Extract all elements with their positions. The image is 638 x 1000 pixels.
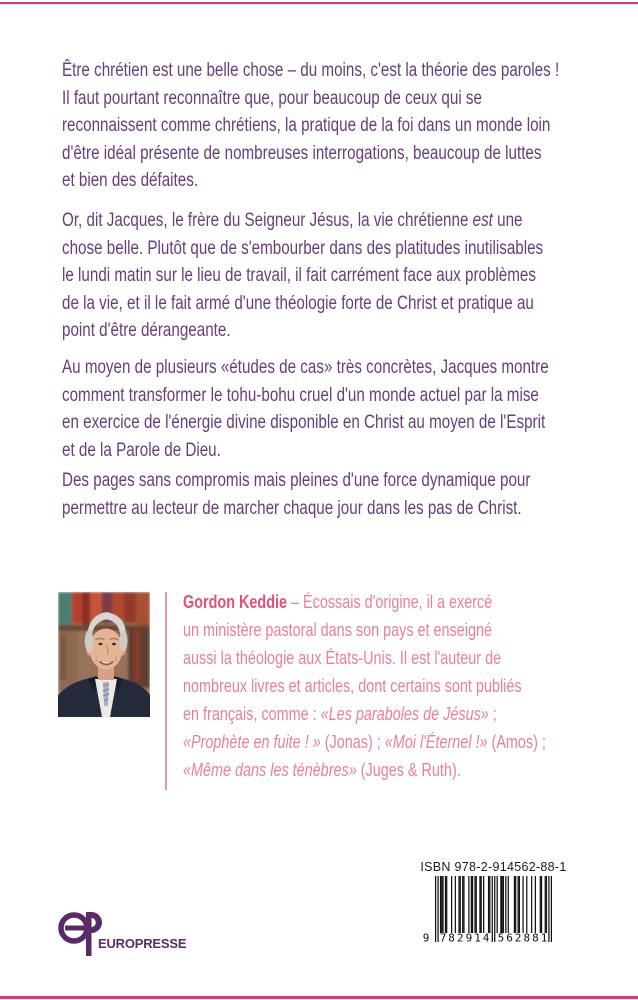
svg-text:8: 8: [523, 931, 531, 944]
ep-monogram-icon: [58, 911, 102, 957]
synopsis-paragraph: Or, dit Jacques, le frère du Seigneur Jésus, la vie chrétienne est une chose belle. Plutôt que de s'embourber dans des platitudes inutilisables le lundi matin sur le lieu de travail, il fait carrément face aux problèmes de la vie, et il le fait armé d'une théologie forte de Christ et pratique au point d'être dérangeante.: [62, 210, 544, 341]
svg-text:2: 2: [456, 931, 464, 944]
bottom-rule: [0, 996, 638, 999]
svg-text:9: 9: [465, 931, 473, 944]
author-photo-image: [58, 592, 150, 717]
publisher-logo: [58, 911, 208, 959]
svg-text:5: 5: [497, 931, 505, 944]
svg-text:2: 2: [514, 931, 522, 944]
author-photo: [58, 592, 150, 717]
synopsis-paragraph: Des pages sans compromis mais pleines d'une force dynamique pour permettre au lecteur de marcher chaque jour dans les pas de Christ.: [62, 470, 531, 519]
svg-text:8: 8: [448, 931, 455, 944]
ean-barcode: [417, 876, 577, 944]
svg-text:7: 7: [439, 931, 447, 944]
publisher-name: EUROPRESSE: [98, 936, 187, 951]
svg-text:1: 1: [540, 931, 548, 944]
synopsis-paragraph: Au moyen de plusieurs «études de cas» très concrètes, Jacques montre comment transformer le tohu-bohu cruel d'un monde actuel par la mise en exercice de l'énergie divine disponible en Christ au moyen de l'Esprit et de la Parole de Dieu.: [62, 357, 549, 461]
svg-text:8: 8: [532, 931, 539, 944]
svg-text:4: 4: [482, 931, 490, 944]
author-divider: [165, 592, 167, 790]
author-bio: Gordon Keddie – Écossais d'origine, il a exercé un ministère pastoral dans son pays et enseigné aussi la théologie aux États-Unis. Il est l'auteur de nombreux livres et articles, dont certains sont publiés en français, comme : «Les paraboles de Jésus» ; «Prophète en fuite ! » (Jonas) ; «Moi l'Éternel !» (Amos) ; «Même dans les ténèbres» (Juges & Ruth).: [183, 592, 546, 780]
top-rule: [0, 2, 638, 5]
svg-text:1: 1: [474, 931, 481, 944]
svg-text:6: 6: [506, 931, 513, 944]
synopsis-paragraph: Être chrétien est une belle chose – du moins, c'est la théorie des paroles ! Il faut pourtant reconnaître que, pour beaucoup de ceux qui se reconnaissent comme chrétiens, la pratique de la foi dans un monde loin d'être idéal présente de nombreuses interrogations, beaucoup de luttes et bien des défaites.: [62, 60, 560, 191]
isbn-label: ISBN 978-2-914562-88-1: [420, 860, 567, 874]
svg-text:9: 9: [422, 931, 430, 944]
